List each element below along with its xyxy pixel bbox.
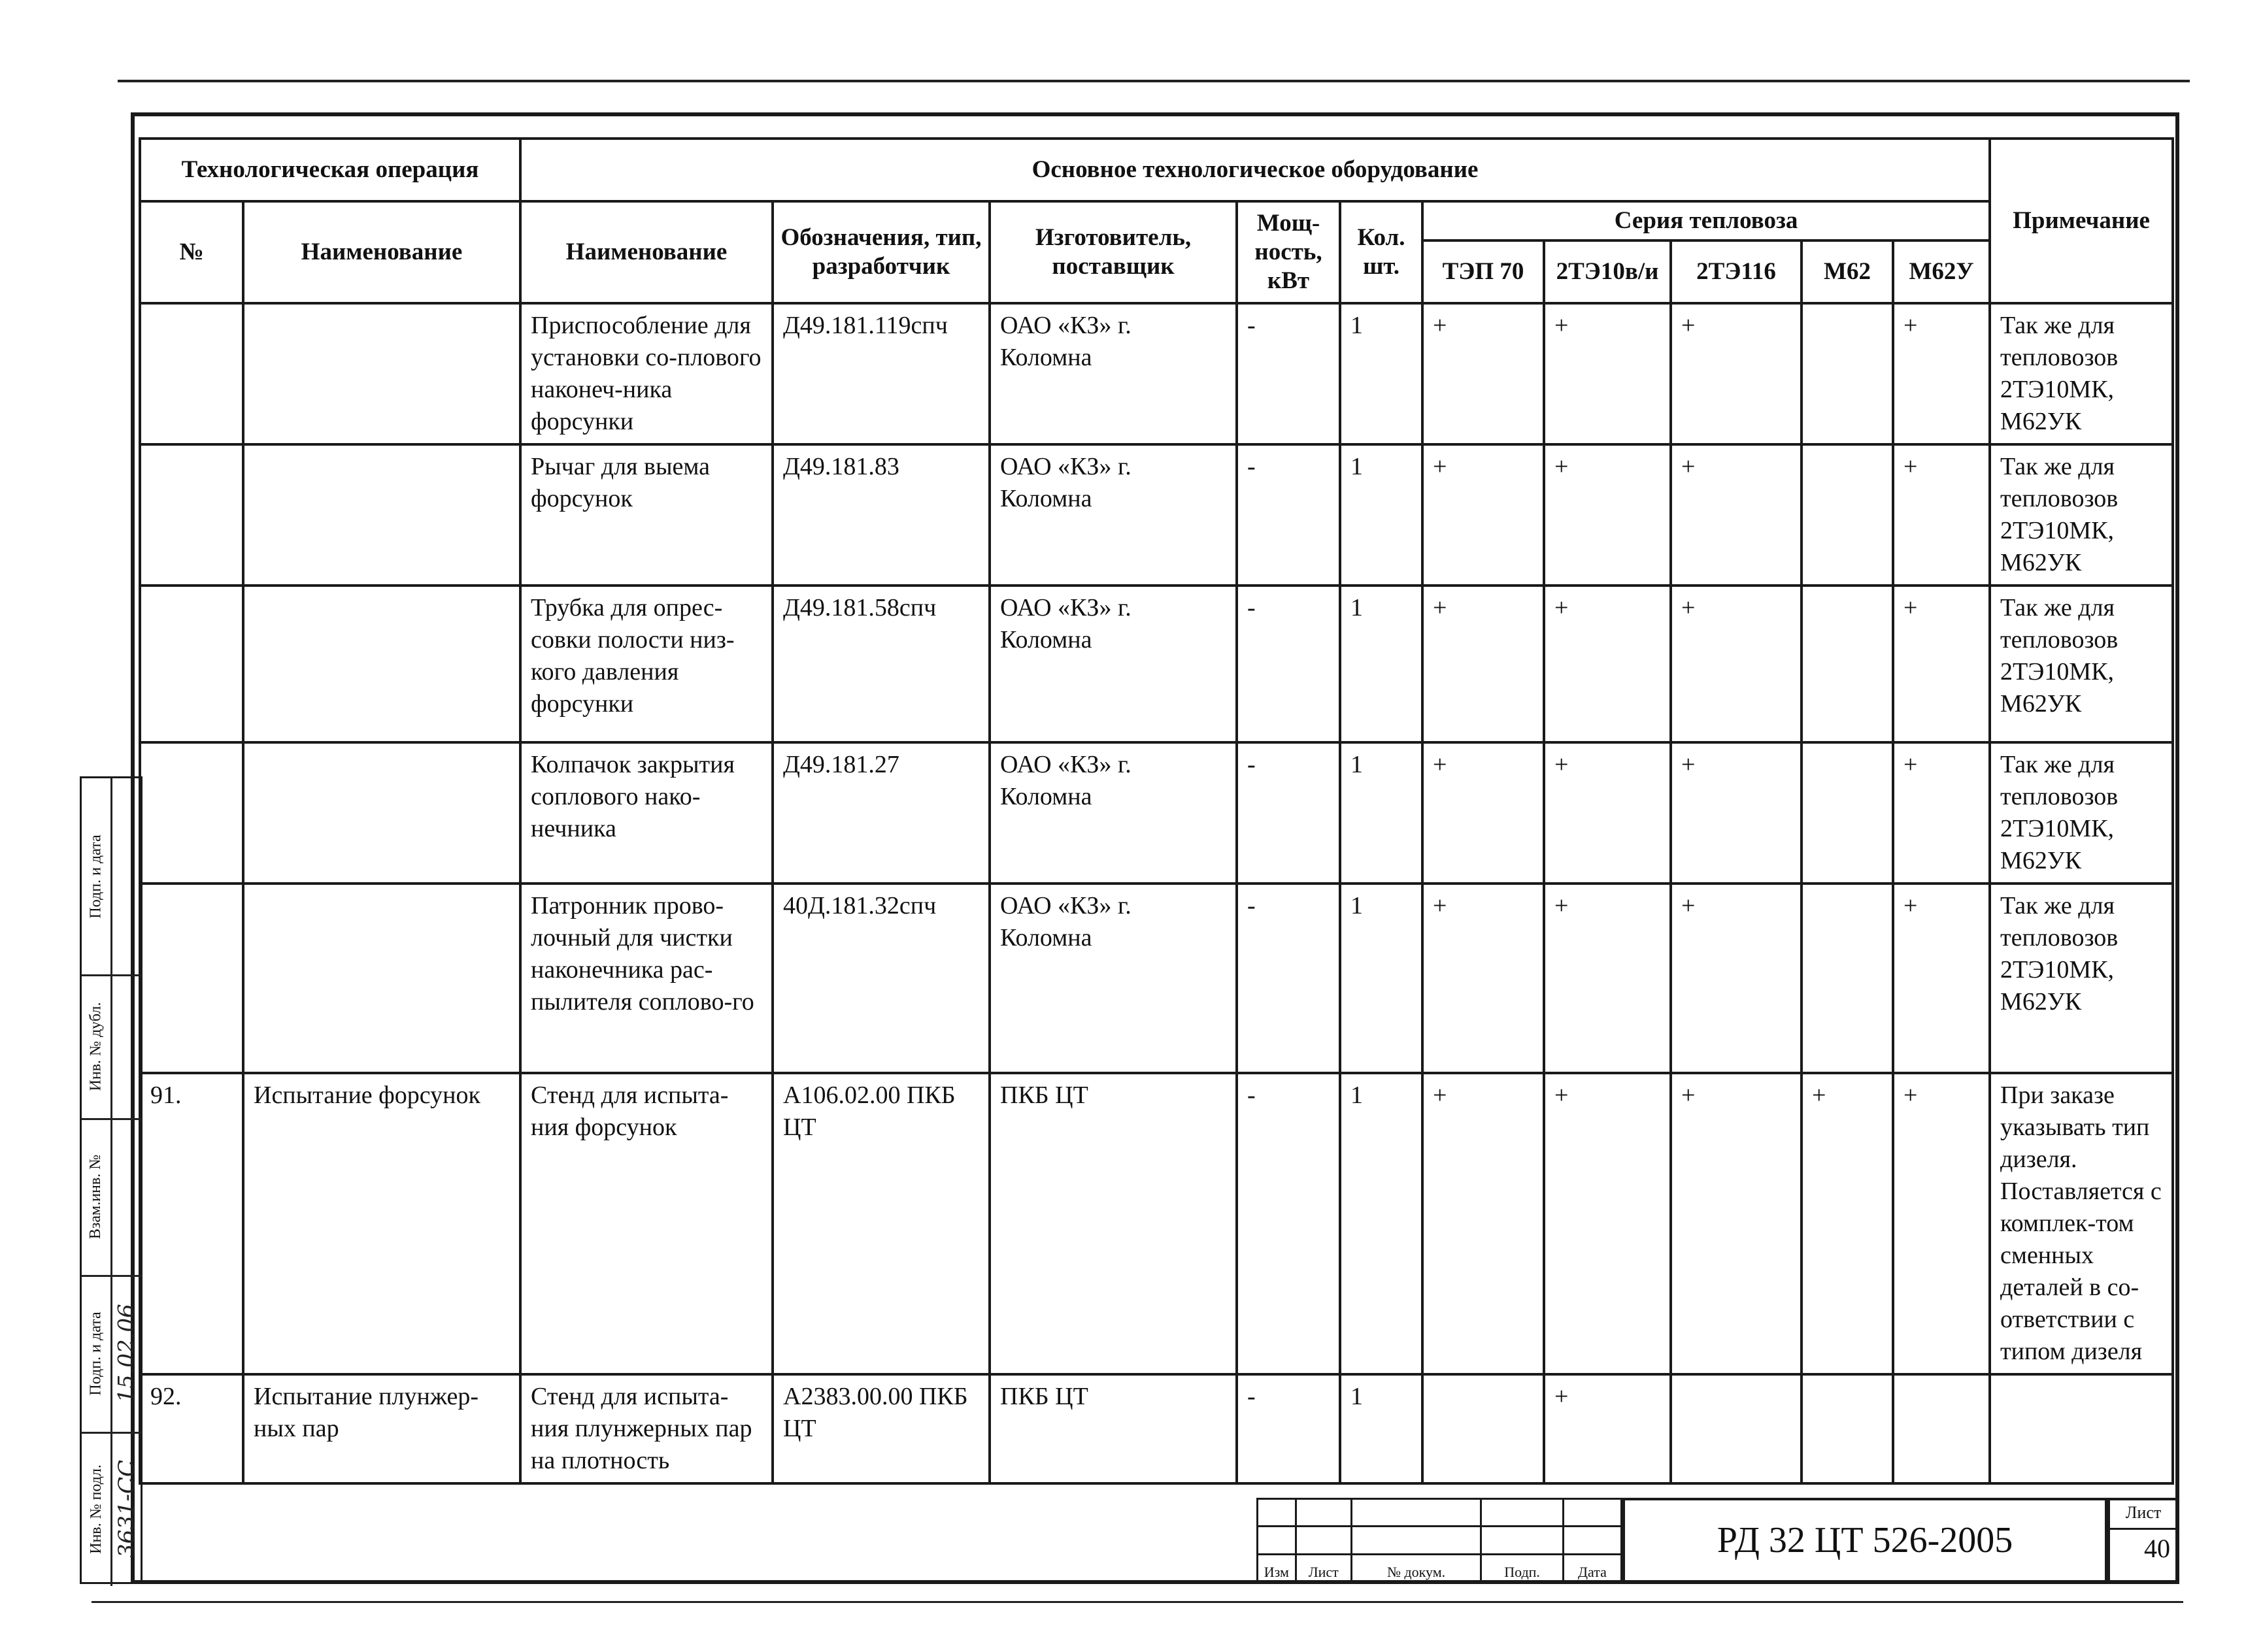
row-des: А106.02.00 ПКБ ЦТ	[773, 1073, 990, 1374]
row-des: Д49.181.58спч	[773, 586, 990, 742]
row-note: Так же для тепловозов 2ТЭ10МК, М62УК	[1990, 444, 2173, 586]
row-op	[243, 742, 520, 884]
qty-header: Кол. шт.	[1340, 201, 1422, 303]
maker-header: Изготовитель, поставщик	[990, 201, 1237, 303]
side-label-vzam-inv: Взам.инв. №	[87, 1154, 105, 1239]
row-s3: +	[1671, 1073, 1802, 1374]
row-num: 91.	[140, 1073, 243, 1374]
row-num: 92.	[140, 1374, 243, 1483]
row-maker: ПКБ ЦТ	[990, 1374, 1237, 1483]
row-s5: +	[1893, 586, 1990, 742]
power-header: Мощ-ность, кВт	[1237, 201, 1340, 303]
date-signature: 15.02.06	[114, 1304, 140, 1403]
row-num	[140, 742, 243, 884]
row-s3	[1671, 1374, 1802, 1483]
row-des: А2383.00.00 ПКБ ЦТ	[773, 1374, 990, 1483]
row-s2: +	[1544, 444, 1671, 586]
registration-strip	[80, 776, 142, 1584]
series-2te10: 2ТЭ10в/и	[1544, 240, 1671, 303]
eq-name-header: Наименование	[520, 201, 773, 303]
row-eq: Колпачок закрытия соплового нако-нечника	[520, 742, 773, 884]
row-power: -	[1237, 586, 1340, 742]
row-num	[140, 586, 243, 742]
row-power: -	[1237, 1374, 1340, 1483]
row-eq: Трубка для опрес-совки полости низ-кого давления форсунки	[520, 586, 773, 742]
row-eq: Патронник прово-лочный для чистки наконечника рас-пылителя соплово-го	[520, 884, 773, 1073]
note-header: Примечание	[1990, 139, 2173, 303]
row-s1: +	[1422, 1073, 1544, 1374]
tech-op-header: Технологическая операция	[140, 139, 520, 201]
stamp-docnum: № докум.	[1351, 1554, 1481, 1581]
header-row-2	[140, 201, 2173, 240]
table-row	[140, 742, 2173, 884]
series-m62: М62	[1802, 240, 1893, 303]
row-s3: +	[1671, 303, 1802, 444]
op-name-header: Наименование	[243, 201, 520, 303]
row-s3: +	[1671, 444, 1802, 586]
stamp-izm: Изм	[1258, 1554, 1296, 1581]
row-s4: +	[1802, 1073, 1893, 1374]
table-row	[140, 444, 2173, 586]
side-label-inv-dubl: Инв. № дубл.	[87, 1002, 105, 1091]
inventory-signature: 3631-СС	[114, 1459, 141, 1559]
equipment-header: Основное технологическое оборудование	[520, 139, 1990, 201]
row-op	[243, 586, 520, 742]
table-row	[140, 586, 2173, 742]
row-s2: +	[1544, 742, 1671, 884]
row-note: Так же для тепловозов 2ТЭ10МК, М62УК	[1990, 742, 2173, 884]
row-s4	[1802, 742, 1893, 884]
row-eq: Рычаг для выема форсунок	[520, 444, 773, 586]
row-maker: ОАО «КЗ» г. Коломна	[990, 303, 1237, 444]
row-s3: +	[1671, 586, 1802, 742]
header-row-1	[140, 139, 2173, 201]
row-qty: 1	[1340, 742, 1422, 884]
row-s2: +	[1544, 1374, 1671, 1483]
sheet-number: 40	[2144, 1534, 2170, 1563]
row-qty: 1	[1340, 1374, 1422, 1483]
row-s1: +	[1422, 586, 1544, 742]
row-op	[243, 444, 520, 586]
side-label-inv-podl: Инв. № подл.	[87, 1464, 105, 1554]
stamp-list: Лист	[1296, 1554, 1351, 1581]
row-des: 40Д.181.32спч	[773, 884, 990, 1073]
row-s4	[1802, 586, 1893, 742]
row-maker: ПКБ ЦТ	[990, 1073, 1237, 1374]
row-s5: +	[1893, 303, 1990, 444]
row-s1: +	[1422, 742, 1544, 884]
side-label-podp-data-1: Подп. и дата	[87, 834, 105, 919]
table-row	[140, 1073, 2173, 1374]
row-power: -	[1237, 303, 1340, 444]
row-power: -	[1237, 444, 1340, 586]
revision-grid	[1256, 1498, 1622, 1583]
row-s1	[1422, 1374, 1544, 1483]
row-s4	[1802, 884, 1893, 1073]
stamp-podp: Подп.	[1481, 1554, 1564, 1581]
row-des: Д49.181.83	[773, 444, 990, 586]
row-s4	[1802, 1374, 1893, 1483]
row-maker: ОАО «КЗ» г. Коломна	[990, 444, 1237, 586]
row-power: -	[1237, 884, 1340, 1073]
row-num	[140, 303, 243, 444]
row-s5: +	[1893, 444, 1990, 586]
row-s2: +	[1544, 586, 1671, 742]
row-s4	[1802, 444, 1893, 586]
num-header: №	[140, 201, 243, 303]
row-maker: ОАО «КЗ» г. Коломна	[990, 884, 1237, 1073]
row-s5: +	[1893, 742, 1990, 884]
row-s1: +	[1422, 303, 1544, 444]
row-s3: +	[1671, 742, 1802, 884]
table-row	[140, 303, 2173, 444]
row-qty: 1	[1340, 1073, 1422, 1374]
row-op: Испытание форсунок	[243, 1073, 520, 1374]
row-qty: 1	[1340, 444, 1422, 586]
row-qty: 1	[1340, 586, 1422, 742]
row-qty: 1	[1340, 884, 1422, 1073]
row-s5: +	[1893, 884, 1990, 1073]
designation-header: Обозначения, тип, разработчик	[773, 201, 990, 303]
row-note: При заказе указывать тип дизеля. Поставляется с комплек-том сменных деталей в со-ответствии с типом дизеля	[1990, 1073, 2173, 1374]
row-note: Так же для тепловозов 2ТЭ10МК, М62УК	[1990, 303, 2173, 444]
row-s2: +	[1544, 884, 1671, 1073]
row-note: Так же для тепловозов 2ТЭ10МК, М62УК	[1990, 586, 2173, 742]
row-eq: Стенд для испыта-ния плунжерных пар на плотность	[520, 1374, 773, 1483]
series-tep70: ТЭП 70	[1422, 240, 1544, 303]
title-block	[1256, 1498, 2179, 1583]
row-s4	[1802, 303, 1893, 444]
row-note: Так же для тепловозов 2ТЭ10МК, М62УК	[1990, 884, 2173, 1073]
side-label-podp-data-2: Подп. и дата	[87, 1311, 105, 1396]
equipment-table	[139, 137, 2174, 1485]
row-maker: ОАО «КЗ» г. Коломна	[990, 586, 1237, 742]
sheet-label: Лист	[2110, 1503, 2177, 1530]
stamp-data: Дата	[1563, 1554, 1621, 1581]
row-s3: +	[1671, 884, 1802, 1073]
row-op	[243, 884, 520, 1073]
series-2te116: 2ТЭ116	[1671, 240, 1802, 303]
row-note	[1990, 1374, 2173, 1483]
row-s5: +	[1893, 1073, 1990, 1374]
row-s5	[1893, 1374, 1990, 1483]
row-s2: +	[1544, 303, 1671, 444]
row-des: Д49.181.119спч	[773, 303, 990, 444]
bottom-page-line	[92, 1601, 2183, 1603]
row-des: Д49.181.27	[773, 742, 990, 884]
row-power: -	[1237, 1073, 1340, 1374]
row-s1: +	[1422, 444, 1544, 586]
table-row	[140, 884, 2173, 1073]
row-eq: Стенд для испыта-ния форсунок	[520, 1073, 773, 1374]
table-row	[140, 1374, 2173, 1483]
row-s2: +	[1544, 1073, 1671, 1374]
top-page-line	[118, 80, 2190, 82]
row-op	[243, 303, 520, 444]
row-num	[140, 444, 243, 586]
row-num	[140, 884, 243, 1073]
series-m62u: М62У	[1893, 240, 1990, 303]
series-header: Серия тепловоза	[1422, 201, 1990, 240]
row-s1: +	[1422, 884, 1544, 1073]
row-qty: 1	[1340, 303, 1422, 444]
row-maker: ОАО «КЗ» г. Коломна	[990, 742, 1237, 884]
row-op: Испытание плунжер-ных пар	[243, 1374, 520, 1483]
row-eq: Приспособление для установки со-плового наконеч-ника форсунки	[520, 303, 773, 444]
sheet-number-box	[2107, 1498, 2179, 1583]
document-code: РД 32 ЦТ 526-2005	[1622, 1498, 2107, 1583]
row-power: -	[1237, 742, 1340, 884]
